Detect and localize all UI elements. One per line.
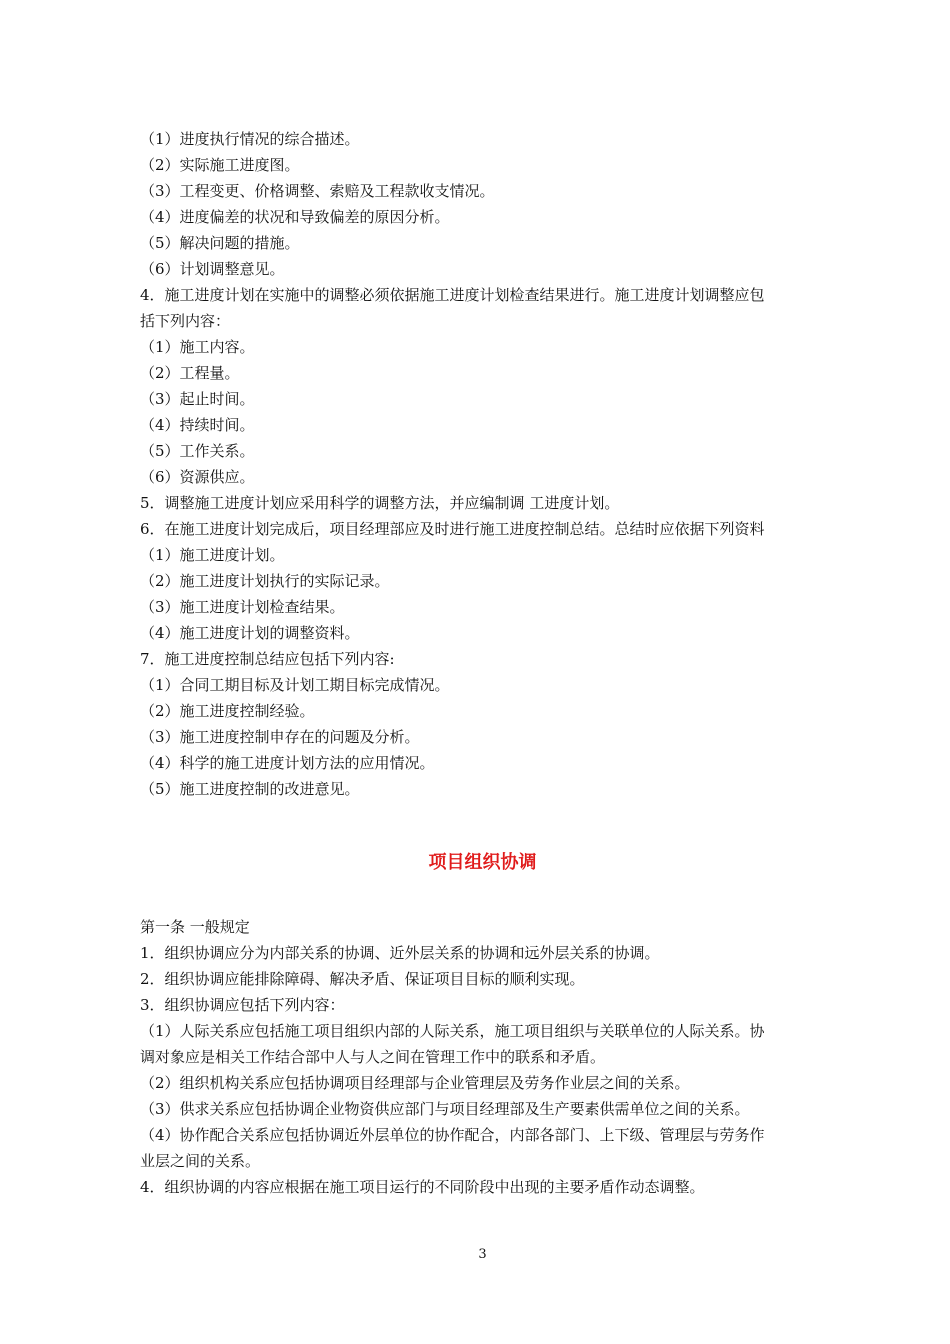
text-line: （6）计划调整意见。 xyxy=(140,260,285,278)
text-line: 括下列内容： xyxy=(140,312,231,330)
text-line: （3）工程变更、价格调整、索赔及工程款收支情况。 xyxy=(140,182,495,200)
text-line: 4．施工进度计划在实施中的调整必须依据施工进度计划检查结果进行。施工进度计划调整应包 xyxy=(140,286,765,304)
text-line: 7．施工进度控制总结应包括下列内容: xyxy=(140,650,395,668)
text-line: （5）施工进度控制的改进意见。 xyxy=(140,780,360,798)
section-progress-control xyxy=(140,126,840,802)
text-line: 第一条 一般规定 xyxy=(140,918,250,936)
text-line: （4）科学的施工进度计划方法的应用情况。 xyxy=(140,754,435,772)
text-line: 4．组织协调的内容应根据在施工项目运行的不同阶段中出现的主要矛盾作动态调整。 xyxy=(140,1178,705,1196)
section-heading: 项目组织协调 xyxy=(428,852,537,873)
text-line: 1．组织协调应分为内部关系的协调、近外层关系的协调和远外层关系的协调。 xyxy=(140,944,660,962)
text-line: （6）资源供应。 xyxy=(140,468,255,486)
text-line: 调对象应是相关工作结合部中人与人之间在管理工作中的联系和矛盾。 xyxy=(140,1048,606,1066)
text-line: 2．组织协调应能排除障碍、解决矛盾、保证项目目标的顺利实现。 xyxy=(140,970,585,988)
text-line: （4）施工进度计划的调整资料。 xyxy=(140,624,360,642)
text-line: （4）进度偏差的状况和导致偏差的原因分析。 xyxy=(140,208,450,226)
text-line: （1）合同工期目标及计划工期目标完成情况。 xyxy=(140,676,450,694)
text-line: （2）施工进度计划执行的实际记录。 xyxy=(140,572,390,590)
text-line: （1）施工进度计划。 xyxy=(140,546,285,564)
text-line: 3．组织协调应包括下列内容： xyxy=(140,996,345,1014)
text-line: （4）持续时间。 xyxy=(140,416,255,434)
text-line: （1）人际关系应包括施工项目组织内部的人际关系，施工项目组织与关联单位的人际关系。协 xyxy=(140,1022,765,1040)
text-line: （1）进度执行情况的综合描述。 xyxy=(140,130,360,148)
text-line: （3）施工进度控制申存在的问题及分析。 xyxy=(140,728,420,746)
text-line: （1）施工内容。 xyxy=(140,338,255,356)
text-line: （5）解决问题的措施。 xyxy=(140,234,300,252)
text-line: （2）工程量。 xyxy=(140,364,240,382)
text-line: 业层之间的关系。 xyxy=(140,1152,261,1170)
text-line: 5．调整施工进度计划应采用科学的调整方法，并应编制调 工进度计划。 xyxy=(140,494,620,512)
text-line: （5）工作关系。 xyxy=(140,442,255,460)
text-line: （2）施工进度控制经验。 xyxy=(140,702,315,720)
text-line: （4）协作配合关系应包括协调近外层单位的协作配合，内部各部门、上下级、管理层与劳务作 xyxy=(140,1126,765,1144)
page-number: 3 xyxy=(478,1247,487,1262)
text-line: （3）起止时间。 xyxy=(140,390,255,408)
text-line: （2）实际施工进度图。 xyxy=(140,156,300,174)
text-line: 6．在施工进度计划完成后，项目经理部应及时进行施工进度控制总结。总结时应依据下列资料 xyxy=(140,520,765,538)
text-line: （3）供求关系应包括协调企业物资供应部门与项目经理部及生产要素供需单位之间的关系。 xyxy=(140,1100,750,1118)
text-line: （2）组织机构关系应包括协调项目经理部与企业管理层及劳务作业层之间的关系。 xyxy=(140,1074,690,1092)
text-line: （3）施工进度计划检查结果。 xyxy=(140,598,345,616)
section-organization-coordination xyxy=(140,914,840,1200)
